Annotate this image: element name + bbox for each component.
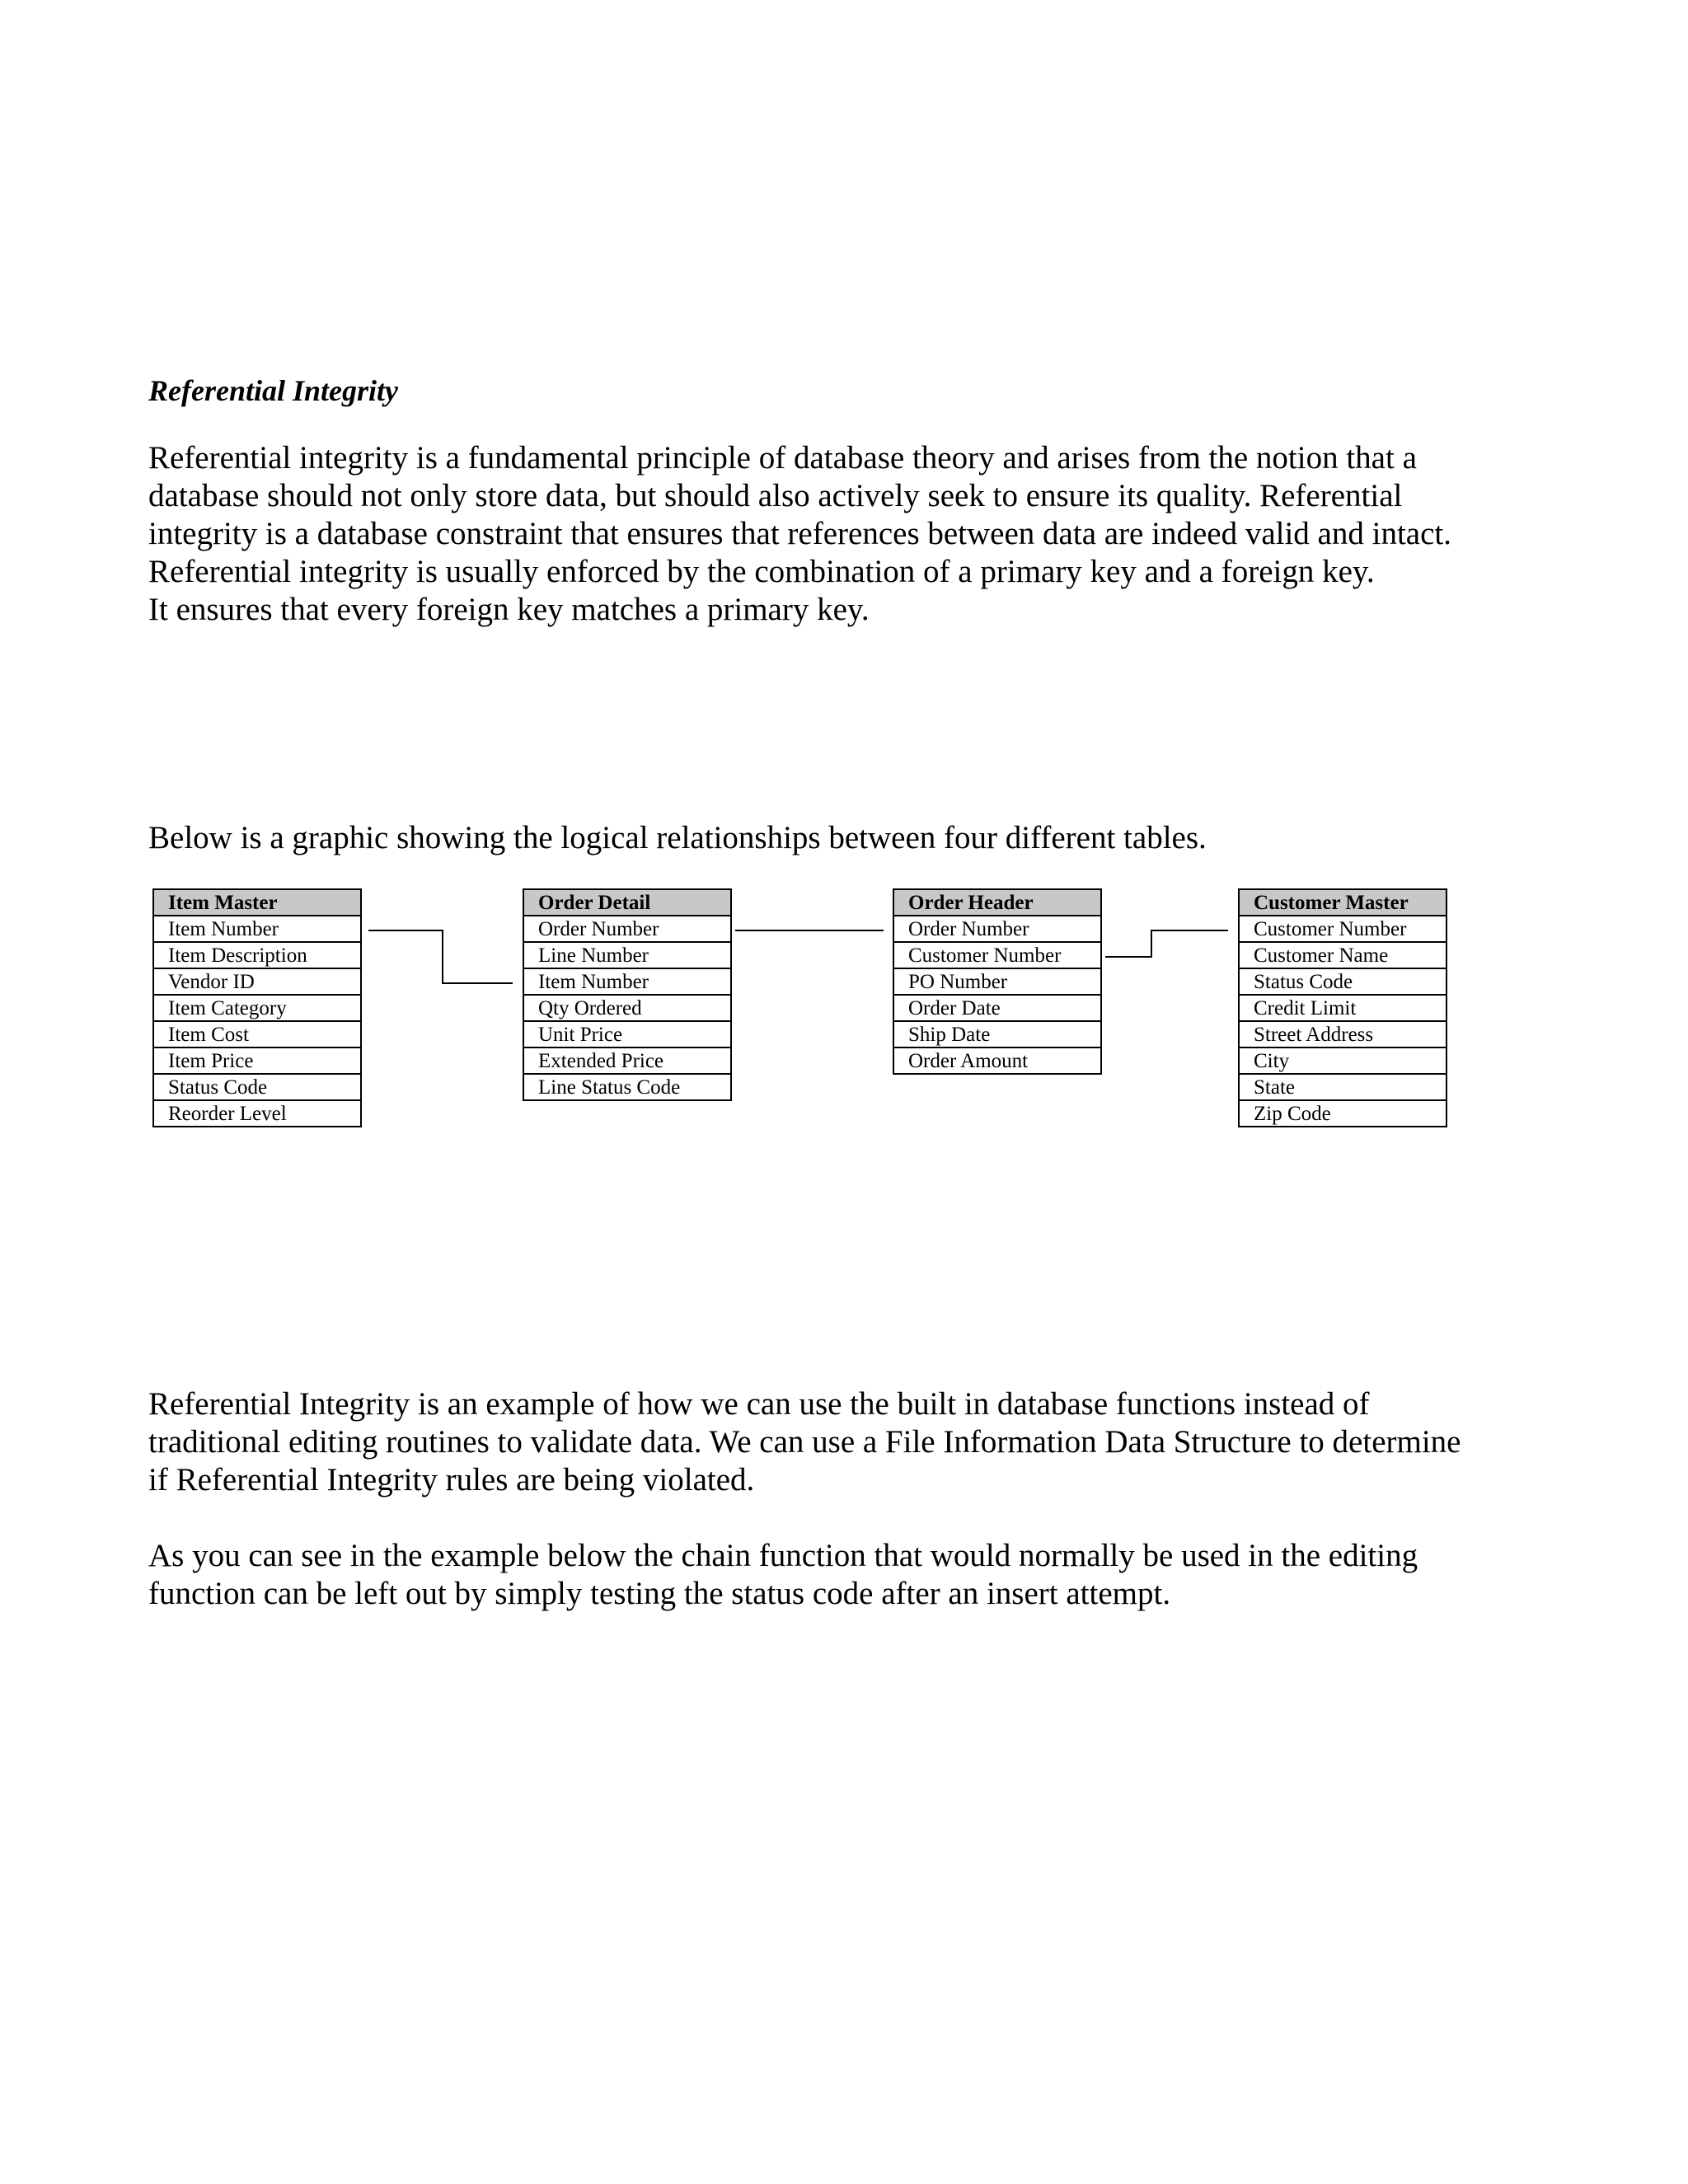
paragraph-line: function can be left out by simply testing the status code after an insert attempt. xyxy=(148,1576,1171,1611)
connector-item-to-detail xyxy=(368,930,513,983)
table-field: Extended Price xyxy=(523,1047,731,1074)
customer-master-table xyxy=(1238,888,1447,1127)
table-field: Customer Name xyxy=(1239,942,1447,968)
item-master-table xyxy=(152,888,362,1127)
table-field: Qty Ordered xyxy=(523,995,731,1021)
connector-header-to-customer xyxy=(1105,930,1228,957)
table-title: Item Master xyxy=(153,889,361,916)
paragraph-line: Referential integrity is usually enforced by the combination of a primary key and a foreign key. xyxy=(148,554,1375,589)
table-field: Line Status Code xyxy=(523,1074,731,1100)
paragraph-line: Below is a graphic showing the logical relationships between four different tables. xyxy=(148,820,1207,855)
paragraph-line: database should not only store data, but should also actively seek to ensure its quality. Referential xyxy=(148,478,1403,513)
paragraph-line: if Referential Integrity rules are being violated. xyxy=(148,1462,755,1497)
table-field: Item Number xyxy=(523,968,731,995)
table-field: Vendor ID xyxy=(153,968,361,995)
order-detail-table xyxy=(523,888,732,1101)
section-heading: Referential Integrity xyxy=(148,374,398,407)
table-title: Customer Master xyxy=(1239,889,1447,916)
table-field: Order Amount xyxy=(893,1047,1101,1074)
table-field: Unit Price xyxy=(523,1021,731,1047)
paragraph-line: Referential Integrity is an example of how we can use the built in database functions instead of xyxy=(148,1386,1370,1422)
paragraph-line: It ensures that every foreign key matches a primary key. xyxy=(148,592,870,627)
paragraph-line: traditional editing routines to validate data. We can use a File Information Data Structure to determine xyxy=(148,1424,1461,1460)
table-field: Credit Limit xyxy=(1239,995,1447,1021)
table-field: City xyxy=(1239,1047,1447,1074)
table-field: Street Address xyxy=(1239,1021,1447,1047)
table-field: Item Number xyxy=(153,916,361,942)
table-field: Customer Number xyxy=(893,942,1101,968)
order-header-table xyxy=(893,888,1102,1075)
table-field: Item Price xyxy=(153,1047,361,1074)
table-field: Item Category xyxy=(153,995,361,1021)
table-field: Order Number xyxy=(893,916,1101,942)
table-field: Ship Date xyxy=(893,1021,1101,1047)
table-field: Item Cost xyxy=(153,1021,361,1047)
example-paragraph xyxy=(148,1537,1566,1613)
table-field: Order Number xyxy=(523,916,731,942)
table-field: Zip Code xyxy=(1239,1100,1447,1127)
paragraph-line: As you can see in the example below the chain function that would normally be used in the editing xyxy=(148,1538,1418,1573)
table-field: Item Description xyxy=(153,942,361,968)
table-field: State xyxy=(1239,1074,1447,1100)
table-field: Order Date xyxy=(893,995,1101,1021)
usage-paragraph xyxy=(148,1385,1566,1499)
table-field: Line Number xyxy=(523,942,731,968)
paragraph-line: integrity is a database constraint that ensures that references between data are indeed valid and intact. xyxy=(148,516,1451,551)
table-field: Status Code xyxy=(153,1074,361,1100)
table-field: Customer Number xyxy=(1239,916,1447,942)
table-title: Order Detail xyxy=(523,889,731,916)
paragraph-line: Referential integrity is a fundamental principle of database theory and arises from the notion that a xyxy=(148,440,1417,476)
table-title: Order Header xyxy=(893,889,1101,916)
table-field: Reorder Level xyxy=(153,1100,361,1127)
table-field: Status Code xyxy=(1239,968,1447,995)
table-field: PO Number xyxy=(893,968,1101,995)
